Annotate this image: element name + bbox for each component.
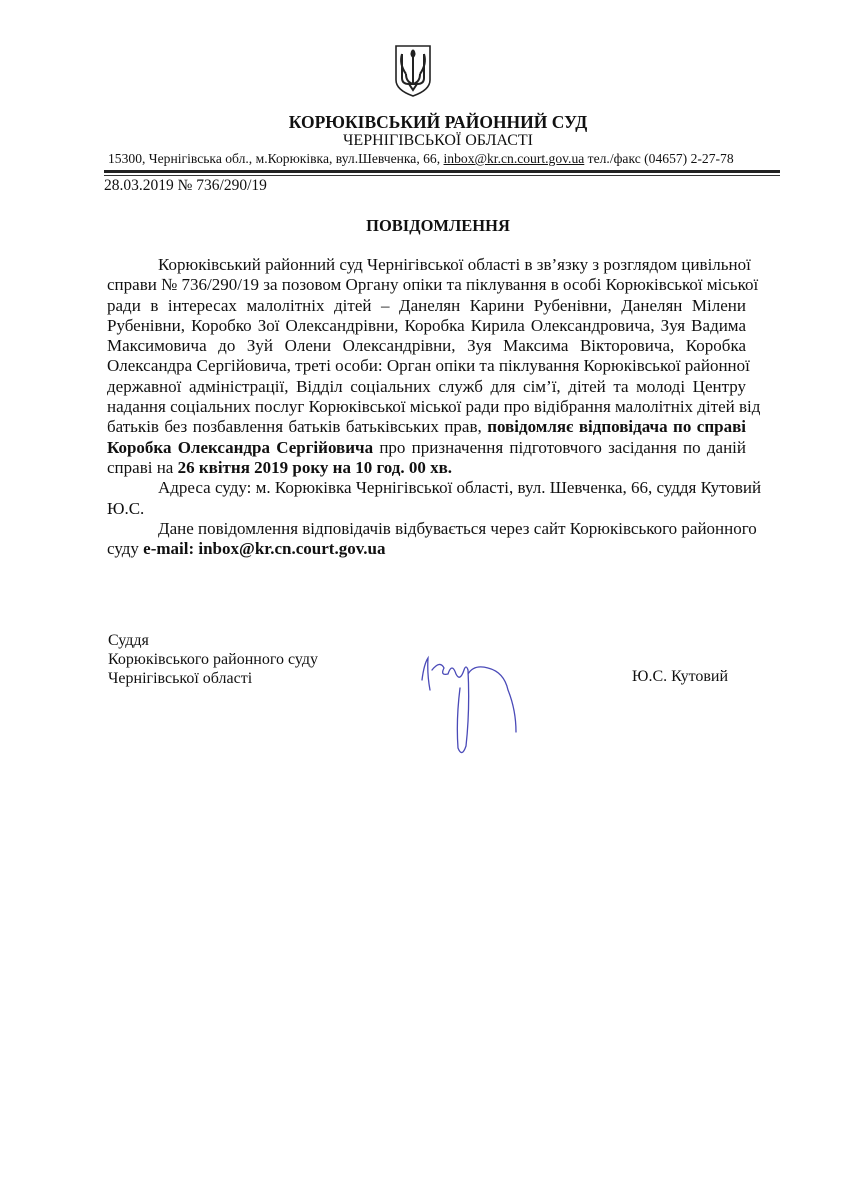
text-segment: справі на [107,457,178,477]
text-segment: Дане повідомлення відповідачів відбувається через сайт Корюківського районного [158,518,757,538]
text-segment: Рубенівни, Коробко Зої Олександрівни, Коробка Кирила Олександровича, Зуя Вадима [107,315,746,335]
court-name: КОРЮКІВСЬКИЙ РАЙОННИЙ СУД [288,112,588,132]
bold-text: 26 квітня 2019 року на 10 год. 00 хв. [177,457,453,477]
text-line [107,356,750,376]
paragraph [107,518,757,560]
judge-name: Ю.С. Кутовий [632,668,729,685]
header-divider-thin [104,175,780,176]
text-line [107,296,746,316]
text-line [107,438,746,458]
phone-text: тел./факс (04657) 2-27-78 [584,151,734,166]
court-line: Корюківського районного суду [108,651,319,668]
text-segment: про призначення підготовчого засідання по даній [373,437,746,457]
handwritten-signature [418,650,528,760]
text-line [107,417,746,437]
notice-body [107,255,762,559]
text-segment: суду [107,539,144,559]
bold-text: e-mail: inbox@kr.cn.court.gov.ua [143,539,386,559]
document-heading: ПОВІДОМЛЕННЯ [366,216,510,235]
text-line [107,255,751,275]
text-segment: Ю.С. [107,498,145,518]
region-line: Чернігівської області [108,670,253,687]
text-segment: ради в інтересах малолітніх дітей – Данелян Карини Рубенівни, Данелян Мілени [107,295,746,315]
text-segment: державної адміністрації, Відділ соціальних служб для сім’ї, дітей та молоді Центру [107,376,746,396]
bold-text: повідомляє відповідача по справі [487,417,746,437]
text-segment: надання соціальних послуг Корюківської міської ради про відібрання малолітніх дітей від [107,397,761,417]
text-line [107,377,746,397]
address-text: 15300, Чернігівська обл., м.Корюківка, вул.Шевченка, 66, [108,151,444,166]
email-link[interactable]: inbox@kr.cn.court.gov.ua [443,151,585,166]
text-segment: Олександра Сергійовича, треті особи: Орган опіки та піклування Корюківської районної [107,356,750,376]
text-segment: Адреса суду: м. Корюківка Чернігівської області, вул. Шевченка, 66, суддя Кутовий [158,478,762,498]
text-line [107,397,761,417]
judge-title: Суддя [108,632,149,649]
court-address [108,151,734,167]
text-line [107,336,746,356]
text-line [107,275,759,295]
text-segment: справи № 736/290/19 за позовом Органу опіки та піклування в особі Корюківської міської [107,275,759,295]
court-region: ЧЕРНІГІВСЬКОЇ ОБЛАСТІ [343,132,533,149]
paragraph [107,478,762,519]
text-line [107,518,757,539]
paragraph [107,255,761,478]
trident-coat-of-arms-icon [393,44,433,98]
text-segment: Корюківський районний суд Чернігівської області в зв’язку з розглядом цивільної [158,255,751,274]
text-line [107,458,746,478]
text-segment: Максимовича до Зуй Олени Олександрівни, Зуя Максима Вікторовича, Коробка [107,336,746,356]
text-line [107,478,762,498]
text-line [107,539,746,559]
bold-text: Коробка Олександра Сергійовича [107,437,374,457]
text-line [107,316,746,336]
date-and-case-number: 28.03.2019 № 736/290/19 [104,177,267,194]
text-segment: батьків без позбавлення батьків батьківських прав, [107,417,488,437]
text-line [107,499,746,519]
signature-block [108,631,318,688]
header-divider-thick [104,170,780,173]
